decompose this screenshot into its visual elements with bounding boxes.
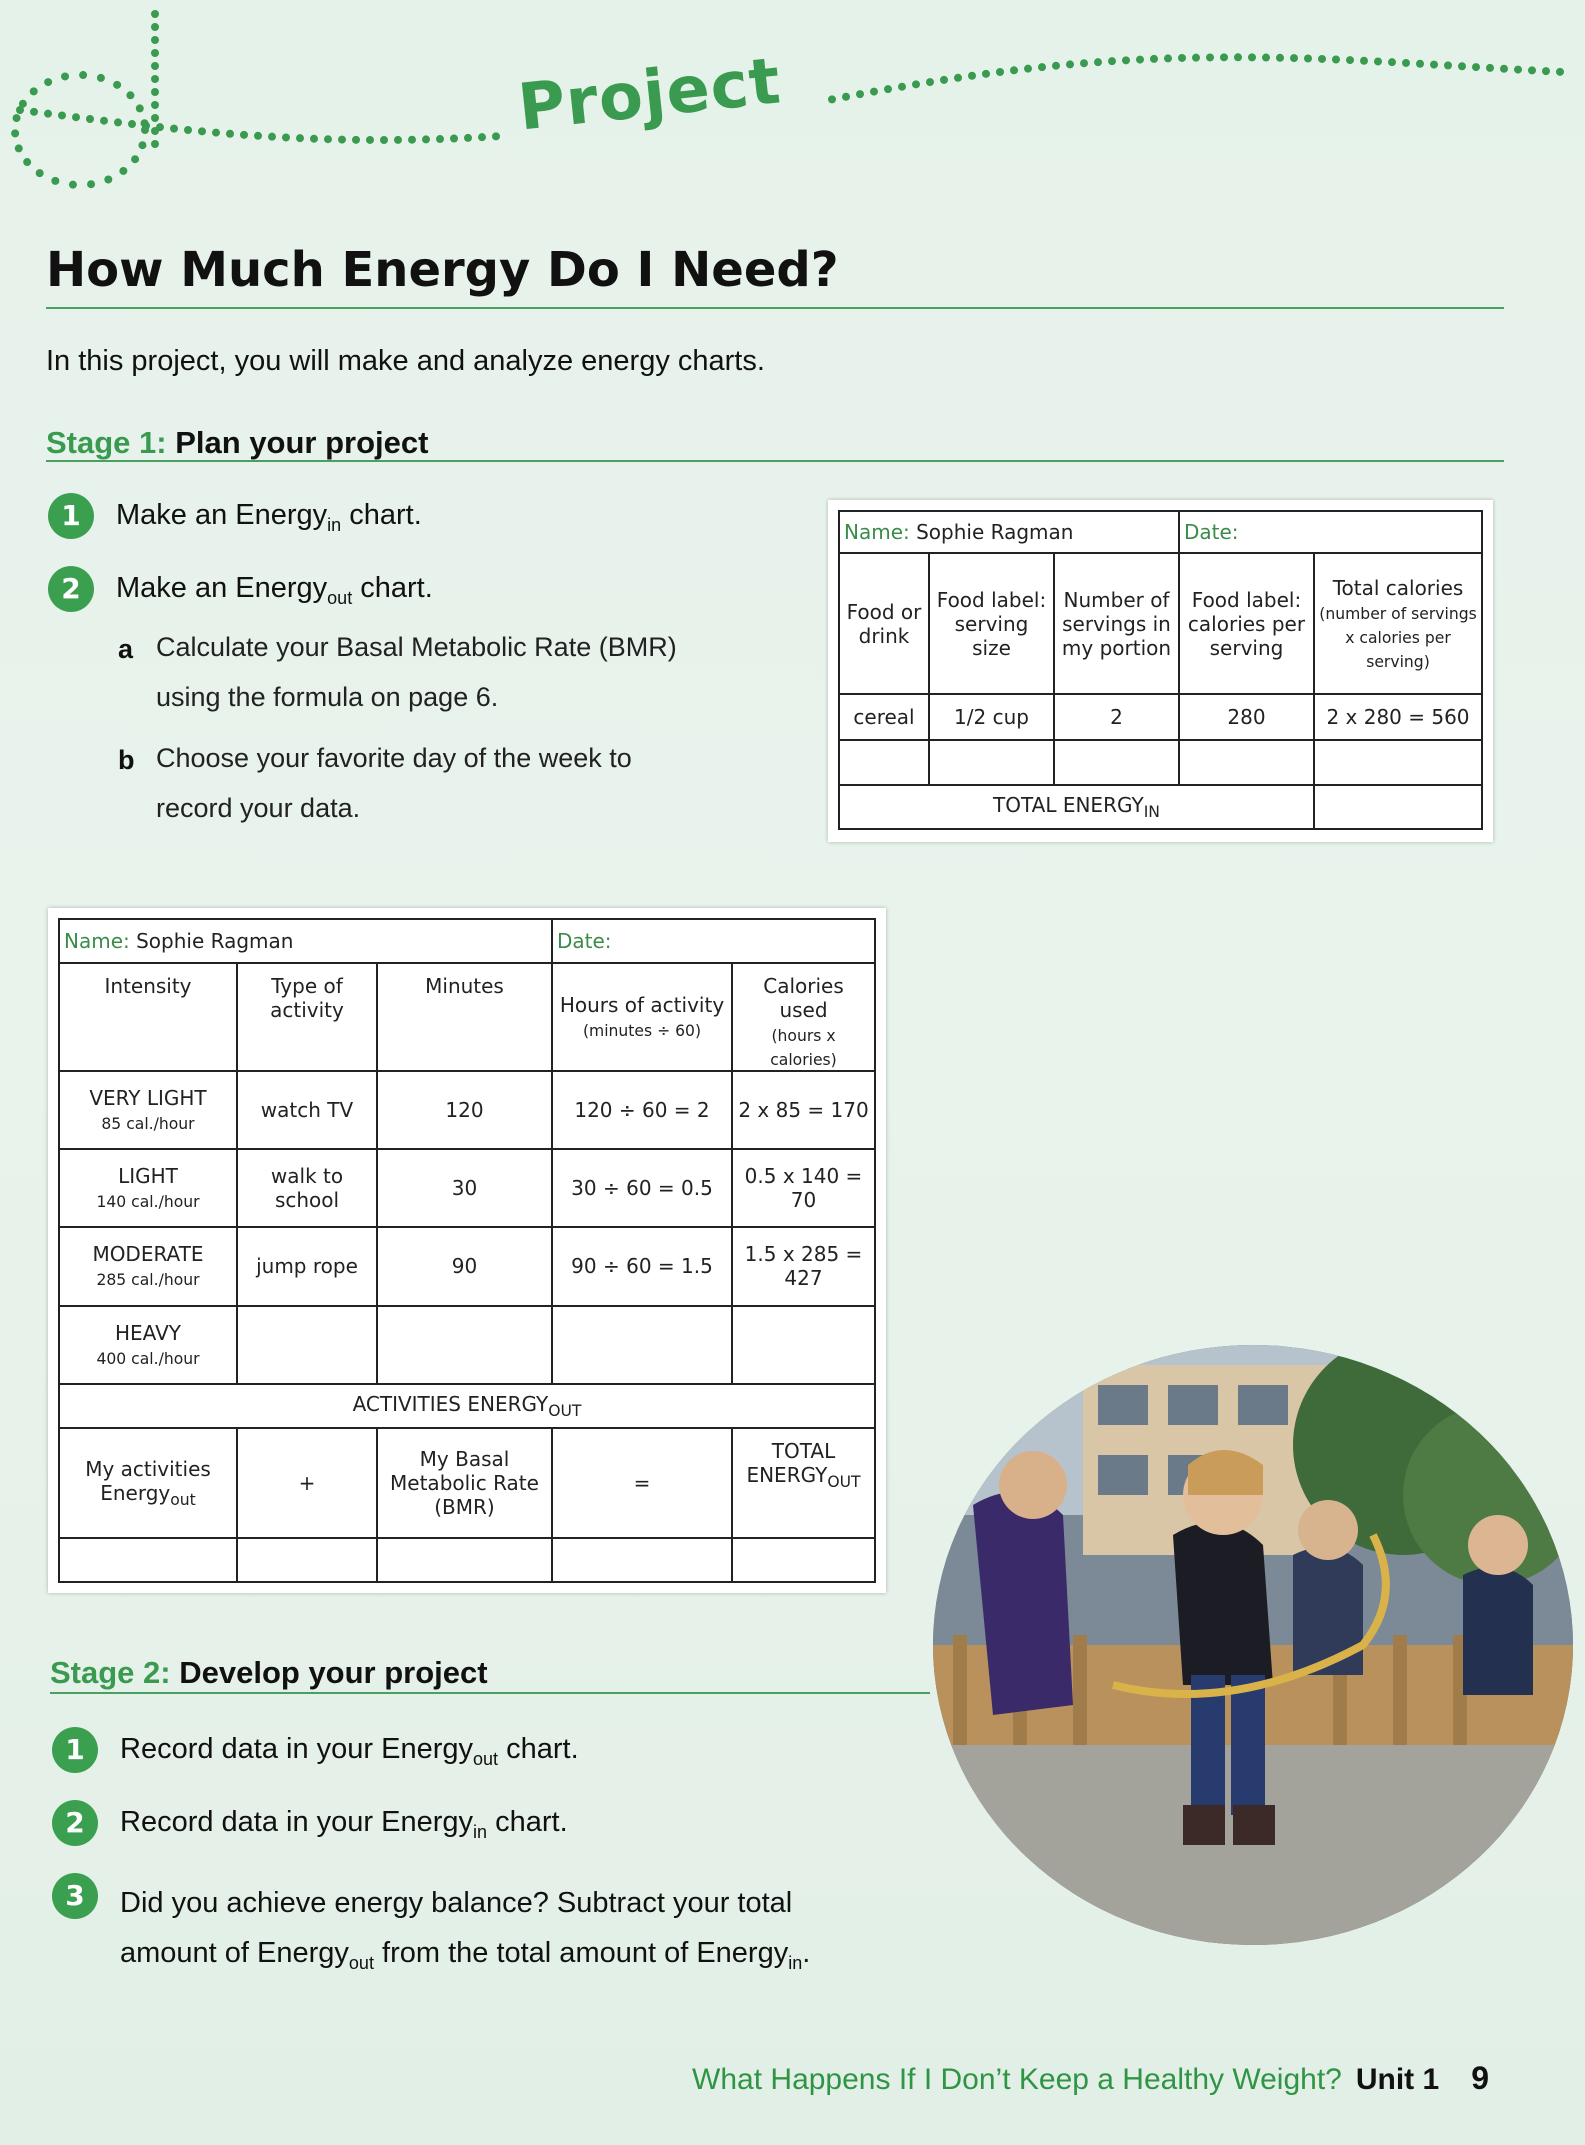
decorative-dot bbox=[1220, 53, 1228, 61]
stage2-step-1 bbox=[120, 1733, 579, 1770]
decorative-dot bbox=[1500, 65, 1508, 73]
stage1-underline bbox=[46, 460, 1504, 462]
decorative-dot bbox=[1304, 55, 1312, 63]
energy-in-name-label: Name: bbox=[844, 520, 910, 545]
stage1-step-2-sub: out bbox=[327, 587, 353, 608]
decorative-dot bbox=[1234, 53, 1242, 61]
minutes-cell bbox=[377, 1306, 552, 1384]
decorative-dot bbox=[898, 83, 906, 91]
decorative-dot bbox=[310, 135, 318, 143]
substep-a-text: Calculate your Basal Metabolic Rate (BMR) using the formula on page 6. bbox=[156, 632, 677, 712]
decorative-dot bbox=[408, 136, 416, 144]
decorative-dot bbox=[1010, 66, 1018, 74]
stage1-step-1-number: 1 bbox=[48, 493, 94, 539]
decorative-dot bbox=[23, 158, 31, 166]
energy-in-cell-food: cereal bbox=[839, 694, 929, 740]
decorative-dot bbox=[1248, 53, 1256, 61]
stage2-step-3-pre: amount of Energy bbox=[120, 1937, 349, 1969]
energy-out-header-hours bbox=[552, 963, 732, 1071]
intro-text: In this project, you will make and analyze energy charts. bbox=[46, 345, 765, 377]
stage2-step-1-sub: out bbox=[473, 1748, 499, 1769]
decorative-dot bbox=[870, 88, 878, 96]
decorative-dot bbox=[151, 75, 159, 83]
sum-empty-cell bbox=[732, 1538, 875, 1582]
decorative-dot bbox=[44, 110, 52, 118]
decorative-dot bbox=[61, 72, 69, 80]
decorative-dot bbox=[1444, 61, 1452, 69]
total-energy-out-pre: TOTAL ENERGY bbox=[746, 1438, 836, 1487]
decorative-dot bbox=[1066, 60, 1074, 68]
decorative-dot bbox=[996, 68, 1004, 76]
energy-in-header-serving-size: Food label: serving size bbox=[929, 553, 1054, 694]
intensity-rate: 400 cal./hour bbox=[96, 1349, 200, 1368]
decorative-dot bbox=[1262, 54, 1270, 62]
decorative-dot bbox=[36, 169, 44, 177]
energy-out-header-calories-note: (hours x calories) bbox=[770, 1027, 837, 1070]
dotted-swirl-decoration bbox=[0, 0, 1585, 220]
activity-cell: walk to school bbox=[237, 1149, 377, 1227]
energy-in-empty-cell bbox=[839, 740, 929, 784]
decorative-dot bbox=[352, 136, 360, 144]
energy-in-cell-total: 2 x 280 = 560 bbox=[1314, 694, 1482, 740]
decorative-dot bbox=[151, 62, 159, 70]
decorative-dot bbox=[51, 177, 59, 185]
equals-sign: = bbox=[552, 1428, 732, 1538]
decorative-dot bbox=[842, 93, 850, 101]
decorative-dot bbox=[954, 74, 962, 82]
energy-out-table bbox=[58, 918, 876, 1583]
decorative-dot bbox=[1164, 54, 1172, 62]
energy-out-header-minutes: Minutes bbox=[377, 963, 552, 1071]
decorative-dot bbox=[136, 104, 144, 112]
energy-out-header-hours-note: (minutes ÷ 60) bbox=[582, 1022, 702, 1041]
decorative-dot bbox=[926, 78, 934, 86]
decorative-dot bbox=[1094, 58, 1102, 66]
decorative-dot bbox=[1458, 62, 1466, 70]
decorative-dot bbox=[79, 71, 87, 79]
decorative-dot bbox=[1276, 54, 1284, 62]
stage2-label: Stage 2: bbox=[50, 1655, 171, 1690]
energy-in-cell-servings: 2 bbox=[1054, 694, 1179, 740]
intensity-cell bbox=[59, 1149, 237, 1227]
intensity-cell bbox=[59, 1071, 237, 1149]
hours-cell: 120 ÷ 60 = 2 bbox=[552, 1071, 732, 1149]
decorative-dot bbox=[151, 23, 159, 31]
decorative-dot bbox=[1052, 62, 1060, 70]
decorative-dot bbox=[1038, 63, 1046, 71]
decorative-dot bbox=[394, 136, 402, 144]
stage2-text: Develop your project bbox=[179, 1655, 488, 1690]
decorative-dot bbox=[884, 85, 892, 93]
calories-cell: 1.5 x 285 = 427 bbox=[732, 1227, 875, 1305]
decorative-dot bbox=[151, 140, 159, 148]
decorative-dot bbox=[1178, 54, 1186, 62]
intensity-level: LIGHT bbox=[118, 1164, 178, 1189]
decorative-dot bbox=[126, 91, 134, 99]
stage2-step-2-post: chart. bbox=[487, 1806, 568, 1838]
decorative-dot bbox=[1080, 59, 1088, 67]
stage1-step-1-sub: in bbox=[327, 514, 342, 535]
decorative-dot bbox=[15, 144, 23, 152]
page-number: 9 bbox=[1471, 2060, 1489, 2096]
stage2-step-2-sub: in bbox=[473, 1821, 488, 1842]
decorative-dot bbox=[1402, 59, 1410, 67]
energy-in-cell-calories: 280 bbox=[1179, 694, 1314, 740]
decorative-dot bbox=[422, 135, 430, 143]
decorative-dot bbox=[1024, 65, 1032, 73]
decorative-dot bbox=[968, 72, 976, 80]
decorative-dot bbox=[464, 134, 472, 142]
decorative-dot bbox=[104, 176, 112, 184]
energy-out-name-value: Sophie Ragman bbox=[136, 929, 294, 954]
energy-out-header-calories-label: Calories used bbox=[763, 974, 844, 1023]
stage2-step-3-post: . bbox=[802, 1937, 811, 1969]
stage1-step-2 bbox=[116, 572, 433, 609]
decorative-dot bbox=[151, 49, 159, 57]
energy-out-chart-sheet bbox=[48, 908, 886, 1593]
stage1-step-2-number: 2 bbox=[48, 566, 94, 612]
intensity-cell bbox=[59, 1227, 237, 1305]
calories-cell bbox=[732, 1306, 875, 1384]
decorative-dot bbox=[141, 119, 149, 127]
energy-out-header-hours-label: Hours of activity bbox=[559, 993, 725, 1018]
stage2-step-1-pre: Record data in your Energy bbox=[120, 1733, 474, 1765]
decorative-dot bbox=[151, 36, 159, 44]
calories-cell: 0.5 x 140 = 70 bbox=[732, 1149, 875, 1227]
substep-a-letter: a bbox=[118, 634, 134, 664]
energy-in-empty-cell bbox=[1054, 740, 1179, 784]
decorative-dot bbox=[940, 76, 948, 84]
page-footer bbox=[692, 2060, 1489, 2097]
energy-out-date-label: Date: bbox=[557, 929, 612, 954]
minutes-cell: 120 bbox=[377, 1071, 552, 1149]
decorative-dot bbox=[1318, 55, 1326, 63]
intensity-level: HEAVY bbox=[115, 1320, 181, 1345]
decorative-dot bbox=[30, 87, 38, 95]
total-energy-out-cell bbox=[732, 1428, 875, 1538]
decorative-dot bbox=[366, 136, 374, 144]
decorative-dot bbox=[1122, 56, 1130, 64]
energy-out-header-type: Type of activity bbox=[237, 963, 377, 1071]
decorative-dot bbox=[296, 134, 304, 142]
sum-activities-pre: My activities Energy bbox=[85, 1456, 211, 1505]
stage2-step-1-post: chart. bbox=[498, 1733, 579, 1765]
stage2-step-2 bbox=[120, 1806, 568, 1843]
energy-in-total-sub: IN bbox=[1143, 802, 1160, 821]
total-energy-out-sub: OUT bbox=[827, 1472, 861, 1491]
decorative-dot bbox=[170, 125, 178, 133]
stage1-text: Plan your project bbox=[175, 425, 429, 460]
energy-in-empty-cell bbox=[1314, 740, 1482, 784]
decorative-dot bbox=[131, 155, 139, 163]
decorative-dot bbox=[1346, 56, 1354, 64]
intensity-rate: 140 cal./hour bbox=[96, 1193, 200, 1212]
plus-sign: + bbox=[237, 1428, 377, 1538]
decorative-dot bbox=[282, 133, 290, 141]
decorative-dot bbox=[1374, 57, 1382, 65]
hours-cell: 90 ÷ 60 = 1.5 bbox=[552, 1227, 732, 1305]
energy-in-empty-cell bbox=[929, 740, 1054, 784]
stage1-label: Stage 1: bbox=[46, 425, 167, 460]
substep-b-letter: b bbox=[118, 745, 135, 775]
stage2-step-2-number: 2 bbox=[52, 1800, 98, 1846]
decorative-dot bbox=[151, 88, 159, 96]
decorative-dot bbox=[87, 180, 95, 188]
decorative-dot bbox=[44, 78, 52, 86]
title-underline bbox=[46, 307, 1504, 309]
decorative-dot bbox=[69, 181, 77, 189]
stage2-step-3-sub: out bbox=[348, 1952, 374, 1973]
decorative-dot bbox=[151, 101, 159, 109]
stage1-heading bbox=[46, 425, 428, 461]
intensity-rate: 285 cal./hour bbox=[96, 1271, 200, 1290]
energy-out-date-cell bbox=[552, 919, 875, 963]
energy-in-cell-serving: 1/2 cup bbox=[929, 694, 1054, 740]
activity-cell: jump rope bbox=[237, 1227, 377, 1305]
decorative-dot bbox=[380, 136, 388, 144]
energy-in-header-calories-per: Food label: calories per serving bbox=[1179, 553, 1314, 694]
jump-rope-illustration bbox=[933, 1345, 1573, 1945]
decorative-dot bbox=[478, 133, 486, 141]
decorative-dot bbox=[11, 129, 19, 137]
energy-in-empty-cell bbox=[1179, 740, 1314, 784]
intensity-cell bbox=[59, 1306, 237, 1384]
energy-in-header-total-label: Total calories bbox=[1332, 575, 1464, 600]
decorative-dot bbox=[450, 135, 458, 143]
energy-in-total-label bbox=[839, 785, 1314, 829]
energy-out-header-intensity: Intensity bbox=[59, 963, 237, 1071]
sum-activities-sub: out bbox=[170, 1490, 196, 1509]
energy-in-table bbox=[838, 510, 1483, 830]
page-title: How Much Energy Do I Need? bbox=[46, 242, 839, 298]
decorative-dot bbox=[1332, 56, 1340, 64]
minutes-cell: 90 bbox=[377, 1227, 552, 1305]
decorative-dot bbox=[1136, 56, 1144, 64]
stage1-step-1-pre: Make an Energy bbox=[116, 499, 328, 531]
stage2-heading bbox=[50, 1655, 488, 1691]
decorative-dot bbox=[1514, 66, 1522, 74]
minutes-cell: 30 bbox=[377, 1149, 552, 1227]
decorative-dot bbox=[268, 133, 276, 141]
decorative-dot bbox=[1416, 60, 1424, 68]
energy-in-total-pre: TOTAL ENERGY bbox=[993, 792, 1144, 817]
energy-in-name-value: Sophie Ragman bbox=[916, 520, 1074, 545]
decorative-dot bbox=[240, 131, 248, 139]
energy-out-header-calories bbox=[732, 963, 875, 1071]
decorative-dot bbox=[151, 10, 159, 18]
footer-chapter-title: What Happens If I Don’t Keep a Healthy Weight? bbox=[692, 2063, 1342, 2096]
activity-cell bbox=[237, 1306, 377, 1384]
decorative-dot bbox=[151, 114, 159, 122]
activities-energy-sub: OUT bbox=[548, 1401, 582, 1420]
decorative-dot bbox=[156, 123, 164, 131]
stage2-step-3-sub2: in bbox=[788, 1952, 803, 1973]
decorative-dot bbox=[1192, 54, 1200, 62]
substep-b-text: Choose your favorite day of the week to record your data. bbox=[156, 743, 632, 823]
energy-in-total-value bbox=[1314, 785, 1482, 829]
stage2-step-1-number: 1 bbox=[52, 1727, 98, 1773]
decorative-dot bbox=[912, 80, 920, 88]
jump-rope-photo bbox=[933, 1345, 1573, 1945]
intensity-level: VERY LIGHT bbox=[89, 1086, 207, 1111]
energy-in-header-food: Food or drink bbox=[839, 553, 929, 694]
decorative-dot bbox=[1150, 55, 1158, 63]
decorative-dot bbox=[1206, 53, 1214, 61]
energy-out-name-cell bbox=[59, 919, 552, 963]
decorative-dot bbox=[828, 95, 836, 103]
decorative-dot bbox=[72, 113, 80, 121]
sum-activities-cell bbox=[59, 1428, 237, 1538]
decorative-dot bbox=[324, 135, 332, 143]
sum-empty-cell bbox=[59, 1538, 237, 1582]
sum-empty-cell bbox=[377, 1538, 552, 1582]
calories-cell: 2 x 85 = 170 bbox=[732, 1071, 875, 1149]
decorative-dot bbox=[113, 81, 121, 89]
activities-energy-pre: ACTIVITIES ENERGY bbox=[352, 1391, 549, 1416]
decorative-dot bbox=[1528, 66, 1536, 74]
stage2-step-3-mid: from the total amount of Energy bbox=[373, 1937, 789, 1969]
decorative-dot bbox=[1486, 64, 1494, 72]
decorative-dot bbox=[982, 70, 990, 78]
bmr-cell: My Basal Metabolic Rate (BMR) bbox=[377, 1428, 552, 1538]
intensity-level: MODERATE bbox=[92, 1242, 204, 1267]
stage1-step-1-post: chart. bbox=[341, 499, 422, 531]
energy-out-name-label: Name: bbox=[64, 929, 130, 954]
stage2-step-2-pre: Record data in your Energy bbox=[120, 1806, 474, 1838]
stage2-step-3 bbox=[120, 1878, 810, 1988]
decorative-dot bbox=[58, 111, 66, 119]
decorative-dot bbox=[138, 141, 146, 149]
footer-unit: Unit 1 bbox=[1355, 2063, 1440, 2096]
decorative-dot bbox=[13, 114, 21, 122]
decorative-dot bbox=[1556, 68, 1564, 76]
energy-in-header-total-note: (number of servings x calories per serving) bbox=[1319, 604, 1477, 671]
sum-empty-cell bbox=[237, 1538, 377, 1582]
energy-in-chart-sheet bbox=[828, 500, 1493, 842]
energy-in-header-servings: Number of servings in my portion bbox=[1054, 553, 1179, 694]
hours-cell bbox=[552, 1306, 732, 1384]
stage2-step-3-number: 3 bbox=[52, 1873, 98, 1919]
energy-in-date-label: Date: bbox=[1184, 520, 1239, 545]
project-heading: Project bbox=[514, 44, 785, 146]
hours-cell: 30 ÷ 60 = 0.5 bbox=[552, 1149, 732, 1227]
intensity-rate: 85 cal./hour bbox=[101, 1115, 195, 1134]
decorative-dot bbox=[128, 120, 136, 128]
decorative-dot bbox=[1430, 61, 1438, 69]
decorative-dot bbox=[184, 126, 192, 134]
energy-in-date-cell bbox=[1179, 511, 1482, 553]
decorative-dot bbox=[212, 129, 220, 137]
decorative-dot bbox=[114, 118, 122, 126]
decorative-dot bbox=[254, 132, 262, 140]
energy-in-header-total bbox=[1314, 553, 1482, 694]
decorative-dot bbox=[1360, 57, 1368, 65]
activity-cell: watch TV bbox=[237, 1071, 377, 1149]
stage1-step-1 bbox=[116, 499, 422, 536]
decorative-dot bbox=[338, 136, 346, 144]
stage1-step-2-post: chart. bbox=[352, 572, 433, 604]
stage2-underline bbox=[50, 1692, 930, 1694]
decorative-dot bbox=[856, 90, 864, 98]
decorative-dot bbox=[1472, 63, 1480, 71]
stage2-step-3-line1: Did you achieve energy balance? Subtract your total bbox=[120, 1887, 793, 1919]
decorative-dot bbox=[436, 135, 444, 143]
decorative-dot bbox=[198, 127, 206, 135]
decorative-dot bbox=[19, 100, 27, 108]
decorative-dot bbox=[1388, 58, 1396, 66]
sum-empty-cell bbox=[552, 1538, 732, 1582]
stage1-step-2-pre: Make an Energy bbox=[116, 572, 328, 604]
decorative-dot bbox=[492, 132, 500, 140]
decorative-dot bbox=[97, 74, 105, 82]
energy-in-name-cell bbox=[839, 511, 1179, 553]
decorative-dot bbox=[100, 117, 108, 125]
decorative-dot bbox=[226, 130, 234, 138]
decorative-dot bbox=[1290, 54, 1298, 62]
decorative-dot bbox=[119, 167, 127, 175]
decorative-dot bbox=[30, 108, 38, 116]
decorative-dot bbox=[1542, 67, 1550, 75]
decorative-dot bbox=[1108, 57, 1116, 65]
decorative-dot bbox=[86, 115, 94, 123]
activities-energy-out-row bbox=[59, 1384, 875, 1428]
